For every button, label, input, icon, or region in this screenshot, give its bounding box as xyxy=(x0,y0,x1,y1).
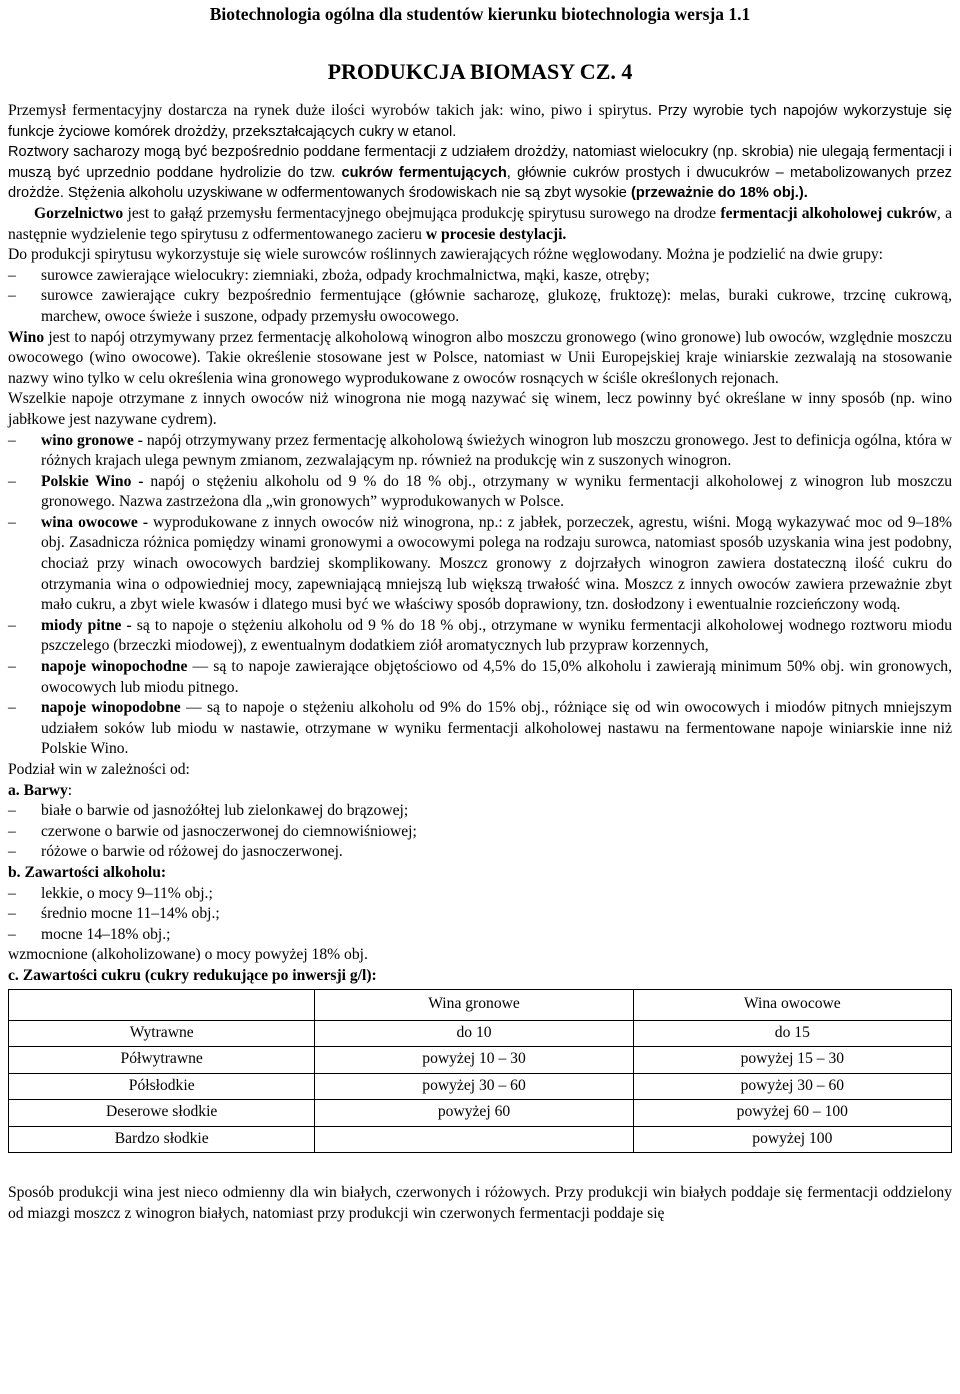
list-item: – lekkie, o mocy 9–11% obj.; xyxy=(8,884,952,905)
table-row xyxy=(9,1047,952,1074)
wine-type-term: napoje winopodobne xyxy=(41,699,181,717)
list-item: – surowce zawierające wielocukry: ziemniaki, zboża, odpady krochmalnictwa, mąki, kasze, otręby; xyxy=(8,266,952,287)
wine-type-text: wyprodukowane z innych owoców niż winogrona, np.: z jabłek, porzeczek, agrestu, wiśni. Mogą wykazywać moc od 9–18% obj. Zasadnicza różnica pomiędzy winami gronowymi a owocowymi polega na rodzaju surowca, natomiast sposób uzyskania wina jest podobny, chociaż przy winach owocowych bardziej skomplikowany. Moszcz gronowy z dojrzałych winogron zawiera dostateczną ilość cukru do otrzymania wina o odpowiedniej mocy, zapewniającą mniejszą lub większą trwałość wina. Moszcz z innych owoców zawiera przeważnie zbyt mało cukru, a zbyt wiele kwasów i dlatego musi być we właściwy sposób doprawiony, tzn. dosłodzony i ewentualnie rozcieńczony wodą. xyxy=(41,513,952,614)
wine-type-term: wino gronowe - xyxy=(41,431,143,449)
table-cell: powyżej 60 xyxy=(315,1100,633,1127)
table-cell: Półsłodkie xyxy=(9,1073,315,1100)
classification-b-heading: b. Zawartości alkoholu: xyxy=(8,863,167,881)
table-cell: powyżej 10 – 30 xyxy=(315,1047,633,1074)
intro-p2-text-c: , głównie cukrów prostych i dwucukrów – metabolizowanych przez drożdże. xyxy=(8,164,952,202)
wino-paragraph xyxy=(8,328,952,390)
document-page xyxy=(8,0,952,1224)
list-item xyxy=(8,513,952,616)
wine-type-text: napój o stężeniu alkoholu od 9 % do 18 % obj., otrzymany w wyniku fermentacji alkoholowej z winogron lub moszczu gronowego. Nazwa zastrzeżona dla „win gronowych” wyprodukowanych w Polsce. xyxy=(41,472,952,511)
wino-text: jest to napój otrzymywany przez fermentację alkoholową winogron albo moszczu gronowego (wino gronowe) lub owoców, względnie moszczu owocowego (wino owocowe). Takie określenie stosowane jest w Polsce, natomiast w Unii Europejskiej kraje winiarskie zezwalają na stosowanie nazwy wino tylko w celu określenia wina gronowego wyprodukowane z owoców rosnących w ściśle określonych rejonach. xyxy=(8,328,952,387)
document-header: Biotechnologia ogólna dla studentów kierunku biotechnologia wersja 1.1 xyxy=(209,4,751,24)
wine-type-text: są to napoje o stężeniu alkoholu od 9 % do 18 % obj., otrzymane w wyniku fermentacji alkoholowej wodnego roztworu miodu pszczelego (brzeczki miodowej), z ewentualnym dodatkiem ziół aromatycznych lub przypraw korzennych, xyxy=(41,616,952,655)
classification-a-heading xyxy=(8,781,952,802)
intro-text-a: Przemysł fermentacyjny dostarcza na rynek duże ilości wyrobów takich jak: wino, piwo i spirytus. xyxy=(8,102,658,119)
list-item: – mocne 14–18% obj.; xyxy=(8,925,952,946)
table-cell xyxy=(315,1126,633,1153)
list-item: – białe o barwie od jasnożółtej lub zielonkawej do brązowej; xyxy=(8,801,952,822)
wine-type-term: miody pitne - xyxy=(41,616,132,634)
wine-type-text: — są to napoje zawierające objętościowo od 4,5% do 15,0% alkoholu i zawierają minimum 50% obj. win gronowych, owocowych lub miodu pitnego. xyxy=(41,658,952,696)
gorzelnictwo-bold-3: w procesie destylacji. xyxy=(425,225,567,243)
table-header-cell: Wina owocowe xyxy=(633,989,951,1020)
table-header-cell: Wina gronowe xyxy=(315,989,633,1020)
intro-p2-bold: cukrów fermentujących xyxy=(341,164,507,181)
list-item xyxy=(8,698,952,760)
table-cell: powyżej 30 – 60 xyxy=(315,1073,633,1100)
table-cell: powyżej 60 – 100 xyxy=(633,1100,951,1127)
table-header-cell xyxy=(9,989,315,1020)
list-item xyxy=(8,616,952,657)
list-item: – średnio mocne 11–14% obj.; xyxy=(8,904,952,925)
table-cell: powyżej 30 – 60 xyxy=(633,1073,951,1100)
intro-text-b: Przy wyrobie tych napojów wykorzystuje się funkcje życiowe komórek drożdży, przekształcających cukry w etanol. xyxy=(8,103,952,140)
table-cell: Wytrawne xyxy=(9,1020,315,1047)
wino-term: Wino xyxy=(8,328,45,346)
table-cell: Deserowe słodkie xyxy=(9,1100,315,1127)
color-list xyxy=(8,801,952,863)
list-item xyxy=(8,431,952,472)
wine-types-list xyxy=(8,431,952,761)
gorzelnictwo-term: Gorzelnictwo xyxy=(34,204,124,222)
table-cell: do 15 xyxy=(633,1020,951,1047)
page-title: PRODUKCJA BIOMASY CZ. 4 xyxy=(327,59,633,84)
gorzelnictwo-text-1: jest to gałąź przemysłu fermentacyjnego obejmująca produkcję spirytusu surowego na drodze xyxy=(123,204,721,222)
heading-a-bold: a. Barwy xyxy=(8,781,68,799)
table-row xyxy=(9,1126,952,1153)
intro-p2-text: Roztwory sacharozy mogą być bezpośrednio poddane fermentacji z udziałem drożdży, natomiast wielocukry (np. skrobia) nie ulegają fermentacji i muszą być uprzednio poddane hydrolizie do tzw. xyxy=(8,144,952,181)
table-row xyxy=(9,1100,952,1127)
intro-p2-text-d: Stężenia alkoholu uzyskiwane w odfermentowanych środowiskach nie są zbyt wysokie xyxy=(68,185,631,202)
list-item xyxy=(8,657,952,698)
table-row xyxy=(9,1073,952,1100)
classification-intro: Podział win w zależności od: xyxy=(8,761,190,778)
wino-paragraph-2: Wszelkie napoje otrzymane z innych owoców niż winogrona nie mogą nazywać się winem, lecz powinny być określane w inny sposób (np. wino jabłkowe jest nazywane cydrem). xyxy=(8,390,952,428)
table-cell: powyżej 15 – 30 xyxy=(633,1047,951,1074)
list-item: – czerwone o barwie od jasnoczerwonej do ciemnowiśniowej; xyxy=(8,822,952,843)
wine-type-term: Polskie Wino - xyxy=(41,472,144,490)
sugar-content-table xyxy=(8,989,952,1154)
intro-paragraph-2 xyxy=(8,142,952,204)
wine-type-term: wina owocowe - xyxy=(41,513,149,531)
gorzelnictwo-bold-2: fermentacji alkoholowej cukrów xyxy=(720,204,937,222)
wine-type-text: — są to napoje o stężeniu alkoholu od 9% do 15% obj., różniące się od win owocowych i miodów pitnych mniejszym udziałem soków lub miodu w nastawie, otrzymane w wyniku fermentacji alkoholowej nastawu na fermentowane napoje winiarskie inne niż Polskie Wino. xyxy=(41,699,952,758)
table-header-row xyxy=(9,989,952,1020)
table-cell: Bardzo słodkie xyxy=(9,1126,315,1153)
list-item xyxy=(8,472,952,513)
gorzelnictwo-text-2: , a następnie wydzielenie tego spirytusu z odfermentowanego zacieru xyxy=(8,204,953,243)
table-cell: Półwytrawne xyxy=(9,1047,315,1074)
raw-materials-list xyxy=(8,266,952,328)
list-item: – surowce zawierające cukry bezpośrednio fermentujące (głównie sacharozę, glukozę, fruktozę): melas, buraki cukrowe, trzcinę cukrową, marchew, owoce świeże i suszone, odpady przemysłu owocowego. xyxy=(8,286,952,327)
heading-a-colon: : xyxy=(67,781,73,799)
closing-paragraph: Sposób produkcji wina jest nieco odmienny dla win białych, czerwonych i różowych. Przy produkcji win białych poddaje się fermentacji oddzielony od miazgi moszcz z winogron białych, natomiast przy produkcji win czerwonych fermentacji poddaje się xyxy=(8,1184,952,1222)
table-cell: powyżej 100 xyxy=(633,1126,951,1153)
table-row xyxy=(9,1020,952,1047)
wine-type-text: napój otrzymywany przez fermentację alkoholową świeżych winogron lub moszczu gronowego. Jest to definicja ogólna, która w różnych krajach ulega pewnym zmianom, zezwalającym np. również na produkcję win z suszonych winogron. xyxy=(41,431,952,470)
wine-type-term: napoje winopochodne xyxy=(41,658,188,676)
classification-c-heading: c. Zawartości cukru (cukry redukujące po inwersji g/l): xyxy=(8,966,377,984)
list-item: – różowe o barwie od różowej do jasnoczerwonej. xyxy=(8,842,952,863)
raw-materials-paragraph: Do produkcji spirytusu wykorzystuje się wiele surowców roślinnych zawierających różne węglowodany. Można je podzielić na dwie grupy: xyxy=(8,246,884,264)
alcohol-list xyxy=(8,884,952,946)
intro-paragraph-1 xyxy=(8,101,952,142)
table-cell: do 10 xyxy=(315,1020,633,1047)
fortified-text: wzmocnione (alkoholizowane) o mocy powyżej 18% obj. xyxy=(8,946,368,964)
gorzelnictwo-paragraph xyxy=(8,204,952,245)
intro-p2-bold2: (przeważnie do 18% obj.). xyxy=(630,185,808,202)
